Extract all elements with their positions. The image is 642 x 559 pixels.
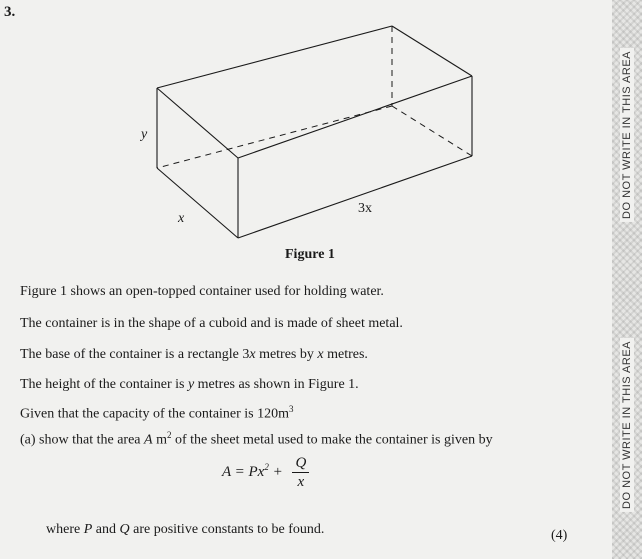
p7-part: and: [92, 522, 120, 537]
formula-denominator: x: [297, 474, 305, 490]
p6-unit: m: [156, 432, 167, 448]
p6-part: (a) show that the area: [20, 432, 144, 448]
p4-part: metres as shown in Figure 1.: [194, 377, 359, 392]
edge: [157, 88, 238, 158]
hidden-edge: [392, 106, 472, 156]
p6-exp: 2: [166, 430, 172, 440]
p3-var: x: [249, 347, 256, 362]
p7-part: where: [46, 522, 84, 537]
p4-var: y: [187, 377, 195, 392]
edge: [157, 26, 392, 88]
p3-part: The base of the container is a rectangle 3: [20, 347, 250, 362]
p7-part: are positive constants to be found.: [129, 522, 325, 537]
p5-part: Given that the capacity of the container is 120: [20, 406, 279, 422]
p5-exp: 3: [289, 404, 294, 414]
edge: [238, 76, 472, 158]
p4-part: The height of the container is: [20, 377, 188, 392]
p3-var: x: [317, 347, 324, 362]
formula-fraction: [292, 454, 309, 491]
edge: [392, 26, 472, 76]
p7-var: Q: [119, 522, 130, 537]
margin-warning-bottom: DO NOT WRITE IN THIS AREA: [620, 338, 634, 512]
paragraph-3: [20, 347, 368, 363]
p3-part: metres.: [323, 347, 368, 362]
p5-unit: m: [278, 406, 290, 422]
formula-plus: +: [268, 463, 287, 480]
p6-part: of the sheet metal used to make the container is given by: [171, 432, 493, 448]
marks-label: (4): [551, 528, 568, 543]
p6-var: A: [144, 432, 153, 448]
area-formula: [222, 454, 309, 491]
paragraph-1: Figure 1 shows an open-topped container used for holding water.: [20, 284, 384, 299]
label-x: x: [178, 211, 185, 226]
margin-warning-top: DO NOT WRITE IN THIS AREA: [620, 48, 634, 222]
formula-lhs: A = Px: [222, 463, 265, 480]
paragraph-4: [20, 377, 359, 393]
question-number: 3.: [4, 4, 16, 20]
paragraph-2: The container is in the shape of a cuboid and is made of sheet metal.: [20, 316, 403, 331]
formula-exp: 2: [264, 461, 269, 472]
hidden-edge: [157, 106, 392, 168]
p7-var: P: [83, 522, 93, 537]
cuboid-figure: [140, 20, 485, 242]
p3-part: metres by: [255, 347, 318, 362]
edge: [157, 168, 238, 238]
label-y: y: [141, 127, 148, 142]
paragraph-6: [20, 430, 493, 449]
paragraph-7: [46, 522, 324, 538]
paragraph-5: [20, 404, 294, 423]
edge: [238, 156, 472, 238]
formula-numerator: Q: [292, 454, 309, 473]
label-3x: 3x: [358, 201, 372, 216]
figure-caption: Figure 1: [285, 247, 335, 262]
